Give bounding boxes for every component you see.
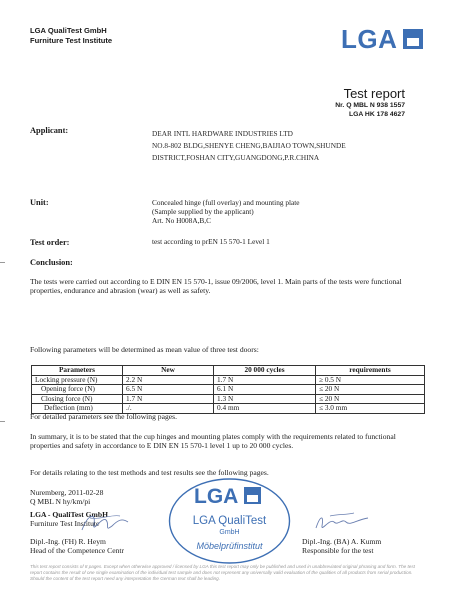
unit-description [152, 198, 300, 226]
left-signatory [30, 537, 124, 556]
footer-disclaimer: This test report consists of 8 pages. Except when otherwise approved / licensed by LGA this test report may only be published and used in unabbreviated original phrasing and form. The test report contains the result of one single examination of the individual test sample and does not represent any universally valid evaluation of the qualities of all products from serial production. Should the content of the test report need any interpretation the German text shall be leading. [30, 564, 415, 582]
unit-label: Unit: [30, 198, 49, 207]
header-new: New [123, 366, 214, 376]
cell-requirement: ≤ 3.0 mm [316, 404, 425, 414]
stamp-logo-text: LGA [194, 485, 239, 508]
test-order-label: Test order: [30, 238, 70, 247]
company-header [30, 26, 112, 45]
right-signatory-name: Dipl.-Ing. (BA) A. Kumm [302, 537, 382, 546]
cell-cycles: 1.7 N [214, 375, 316, 385]
cell-parameter: Locking pressure (N) [32, 375, 123, 385]
right-signatory [302, 537, 381, 556]
applicant-line: DEAR INTL HARDWARE INDUSTRIES LTD [152, 129, 293, 138]
margin-tick [0, 421, 5, 422]
cell-cycles: 1.3 N [214, 394, 316, 404]
cell-parameter: Opening force (N) [32, 385, 123, 395]
table-row [32, 385, 425, 395]
header-requirements: requirements [316, 366, 425, 376]
margin-tick [0, 262, 5, 263]
cell-parameter: Closing force (N) [32, 394, 123, 404]
cell-new: ./. [123, 404, 214, 414]
cell-new: 2.2 N [123, 375, 214, 385]
reference-code: Q MBL N hy/km/pi [30, 497, 91, 507]
company-name: LGA QualiTest GmbH [30, 26, 107, 35]
report-number-lga: LGA HK 178 4627 [348, 110, 405, 118]
detailed-parameters-note: For detailed parameters see the following pages. [30, 412, 177, 421]
stamp-line-2: GmbH [219, 529, 240, 536]
report-numbers [335, 102, 405, 119]
signature-heym [76, 510, 136, 536]
header-parameters: Parameters [32, 366, 123, 376]
lga-logo [341, 26, 425, 52]
cell-requirement: ≤ 20 N [316, 385, 425, 395]
applicant-address [152, 128, 346, 164]
table-header-row [32, 366, 425, 376]
cell-parameter: Deflection (mm) [32, 404, 123, 414]
report-number-qmbl: Nr. Q MBL N 938 1557 [335, 102, 405, 109]
unit-line: (Sample supplied by the applicant) [152, 207, 254, 217]
report-title: Test report [343, 86, 405, 101]
cell-cycles: 6.1 N [214, 385, 316, 395]
institute-name: Furniture Test Institute [30, 35, 113, 45]
organisation-institute: Furniture Test Institute [30, 519, 100, 529]
place-date-block [30, 488, 103, 507]
lga-stamp [168, 477, 291, 565]
cell-new: 1.7 N [123, 394, 214, 404]
test-order-value: test according to prEN 15 570-1 Level 1 [152, 237, 270, 246]
cell-requirement: ≤ 20 N [316, 394, 425, 404]
signature-kumm [312, 510, 372, 534]
applicant-line: DISTRICT,FOSHAN CITY,GUANGDONG,P.R.CHINA [152, 153, 320, 162]
parameters-table [31, 365, 425, 414]
cell-requirement: ≥ 0.5 N [316, 375, 425, 385]
unit-line: Art. No H008A,B,C [152, 216, 211, 226]
right-signatory-role: Responsible for the test [302, 546, 374, 556]
left-signatory-name: Dipl.-Ing. (FH) R. Heym [30, 537, 106, 546]
details-note: For details relating to the test methods and test results see the following pages. [30, 468, 269, 477]
cell-new: 6.5 N [123, 385, 214, 395]
summary-text: In summary, it is to be stated that the cup hinges and mounting plates comply with the requirements related to functional properties and safety in accordance to E DIN EN 15 570-1 level 1 up to 20 000 cycles. [30, 432, 396, 451]
stamp-line-1: LGA QualiTest [192, 515, 267, 527]
conclusion-label: Conclusion: [30, 258, 73, 267]
place-date: Nuremberg, 2011-02-28 [30, 488, 104, 497]
lga-logo-text: LGA [341, 26, 398, 52]
stamp-line-3: Möbelprüfinstitut [196, 541, 263, 551]
applicant-label: Applicant: [30, 126, 69, 135]
table-intro: Following parameters will be determined as mean value of three test doors: [30, 345, 259, 354]
cell-cycles: 0.4 mm [214, 404, 316, 414]
header-cycles: 20 000 cycles [214, 366, 316, 376]
applicant-line: NO.8-802 BLDG,SHENYE CHENG,BAIJIAO TOWN,SHUNDE [152, 141, 346, 150]
left-signatory-role: Head of the Competence Centr [30, 546, 125, 556]
unit-line: Concealed hinge (full overlay) and mounting plate [152, 198, 300, 207]
organisation-name: LGA - QualiTest GmbH [30, 510, 108, 519]
conclusion-text: The tests were carried out according to E DIN EN 15 570-1, issue 09/2006, level 1. Main parts of the tests were functional properties, endurance and abrasion (wear) as well as safety. [30, 277, 402, 296]
